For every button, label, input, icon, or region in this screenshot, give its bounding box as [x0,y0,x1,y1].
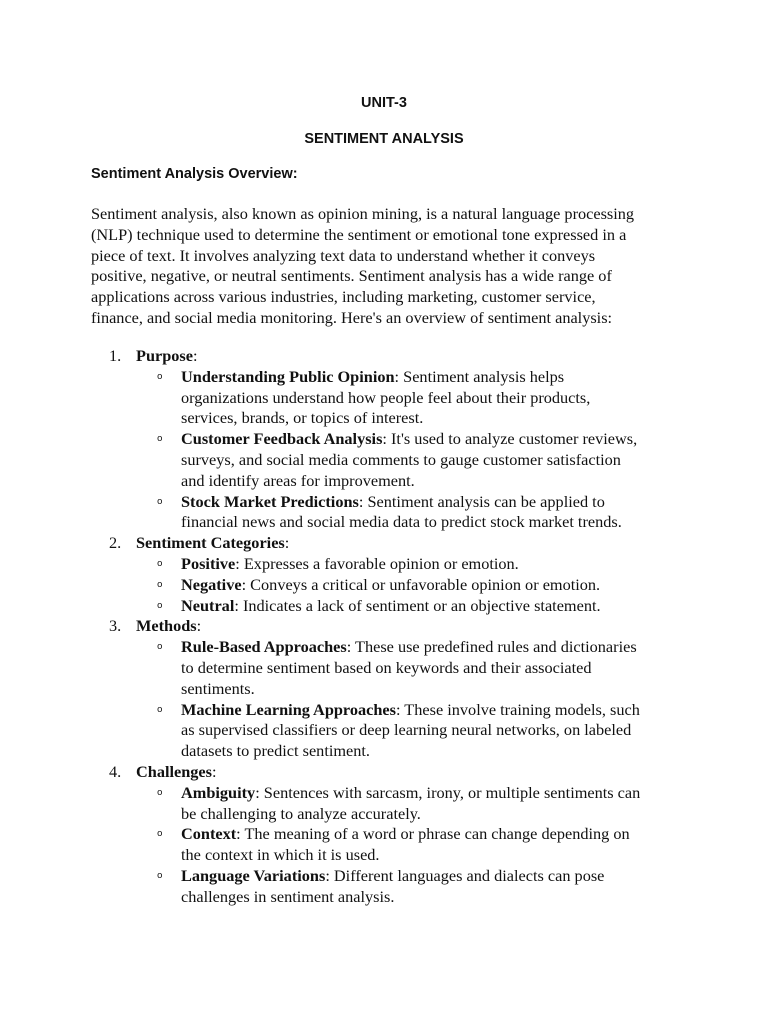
list-item-text [181,866,768,908]
item-line: financial news and social media data to predict stock market trends. [181,512,622,532]
item-term: Positive [181,553,236,573]
section-heading [0,533,768,554]
bullet-icon: o [157,870,163,881]
item-description: : These involve training models, such [396,699,640,719]
list-item [0,783,768,825]
intro-line: applications across various industries, including marketing, customer service, [91,287,596,307]
section-title-text: Sentiment Categories [136,533,285,553]
numbered-list [0,346,768,908]
item-line: services, brands, or topics of interest. [181,408,424,428]
page-title: SENTIMENT ANALYSIS [304,131,464,147]
item-line: sentiments. [181,678,255,698]
item-term: Machine Learning Approaches [181,699,396,719]
list-item [0,429,768,491]
list-item-text [181,700,768,762]
item-term: Understanding Public Opinion [181,366,395,386]
item-description: : Indicates a lack of sentiment or an objective statement. [234,595,601,615]
intro-line: finance, and social media monitoring. Here's an overview of sentiment analysis: [91,307,613,327]
list-item [0,637,768,699]
item-description: : Sentiment analysis can be applied to [358,491,605,511]
section-number: 1. [109,346,122,365]
item-description: : Expresses a favorable opinion or emotion. [235,553,519,573]
list-item-text [181,596,768,617]
bullet-icon: o [157,704,163,715]
list-item [0,700,768,762]
list-item [0,554,768,575]
list-section [0,533,768,616]
unit-label: UNIT-3 [361,95,407,111]
item-line: to determine sentiment based on keywords and their associated [181,657,592,677]
item-line: surveys, and social media comments to gauge customer satisfaction [181,449,621,469]
bullet-icon: o [157,642,163,653]
overview-heading: Sentiment Analysis Overview: [91,166,298,182]
list-section [0,616,768,762]
section-number: 2. [109,533,122,553]
item-term: Stock Market Predictions [181,491,359,511]
list-item-text [181,783,768,825]
item-description: : These use predefined rules and dictionaries [346,637,637,657]
intro-line: Sentiment analysis, also known as opinion mining, is a natural language processing [91,204,635,223]
item-description: : It's used to analyze customer reviews, [382,429,638,449]
section-title-text: Challenges [136,761,212,781]
section-title-text: Methods [136,616,197,636]
bullet-icon: o [157,829,163,840]
bullet-icon: o [157,371,163,382]
bullet-icon: o [157,496,163,507]
item-line: be challenging to analyze accurately. [181,803,421,823]
item-description: : Sentences with sarcasm, irony, or multiple sentiments can [255,782,641,802]
item-line [181,429,768,450]
list-item-text [181,367,768,429]
item-term: Ambiguity [181,782,256,802]
item-line [181,596,768,617]
list-item [0,575,768,596]
item-line [181,575,768,596]
bullet-icon: o [157,434,163,445]
item-line [181,700,768,721]
bullet-icon: o [157,558,163,569]
list-item-text [181,492,768,534]
item-line: as supervised classifiers or deep learning neural networks, on labeled [181,720,632,740]
list-item-text [181,637,768,699]
item-line: organizations understand how people feel about their products, [181,387,591,407]
item-line [181,492,768,513]
item-term: Rule-Based Approaches [181,637,347,657]
intro-line: positive, negative, or neutral sentiments. Sentiment analysis has a wide range of [91,266,612,286]
item-description: : The meaning of a word or phrase can change depending on [236,824,630,844]
item-term: Customer Feedback Analysis [181,429,383,449]
section-number: 4. [109,761,122,781]
bullet-icon: o [157,600,163,611]
intro-line: (NLP) technique used to determine the sentiment or emotional tone expressed in a [91,224,627,244]
list-section [0,346,768,533]
intro-paragraph [91,204,691,329]
item-line [181,866,768,887]
list-item-text [181,429,768,491]
section-heading [0,346,768,367]
item-line [181,637,768,658]
list-item [0,367,768,429]
bullet-icon: o [157,579,163,590]
section-title-text: Purpose [136,346,193,365]
item-description: : Conveys a critical or unfavorable opinion or emotion. [241,574,601,594]
bullet-icon: o [157,787,163,798]
item-term: Context [181,824,237,844]
item-line: the context in which it is used. [181,845,380,865]
section-number: 3. [109,616,122,636]
list-item-text [181,575,768,596]
item-line: and identify areas for improvement. [181,470,415,490]
section-title: Purpose: [136,346,198,365]
item-description: : Sentiment analysis helps [394,366,565,386]
section-title: Methods: [136,616,202,636]
item-term: Language Variations [181,865,326,885]
item-line: challenges in sentiment analysis. [181,886,395,906]
list-item [0,866,768,908]
section-heading [0,616,768,637]
item-line [181,367,768,388]
item-line: datasets to predict sentiment. [181,741,370,761]
item-term: Negative [181,574,242,594]
section-heading [0,762,768,783]
list-item [0,492,768,534]
item-description: : Different languages and dialects can pose [325,865,605,885]
list-item-text [181,824,768,866]
list-item [0,596,768,617]
item-line [181,554,768,575]
list-item-text [181,554,768,575]
item-term: Neutral [181,595,235,615]
section-title: Sentiment Categories: [136,533,290,553]
section-title: Challenges: [136,761,217,781]
list-item [0,824,768,866]
list-section [0,762,768,908]
intro-line: piece of text. It involves analyzing text data to understand whether it conveys [91,245,596,265]
item-line [181,783,768,804]
item-line [181,824,768,845]
